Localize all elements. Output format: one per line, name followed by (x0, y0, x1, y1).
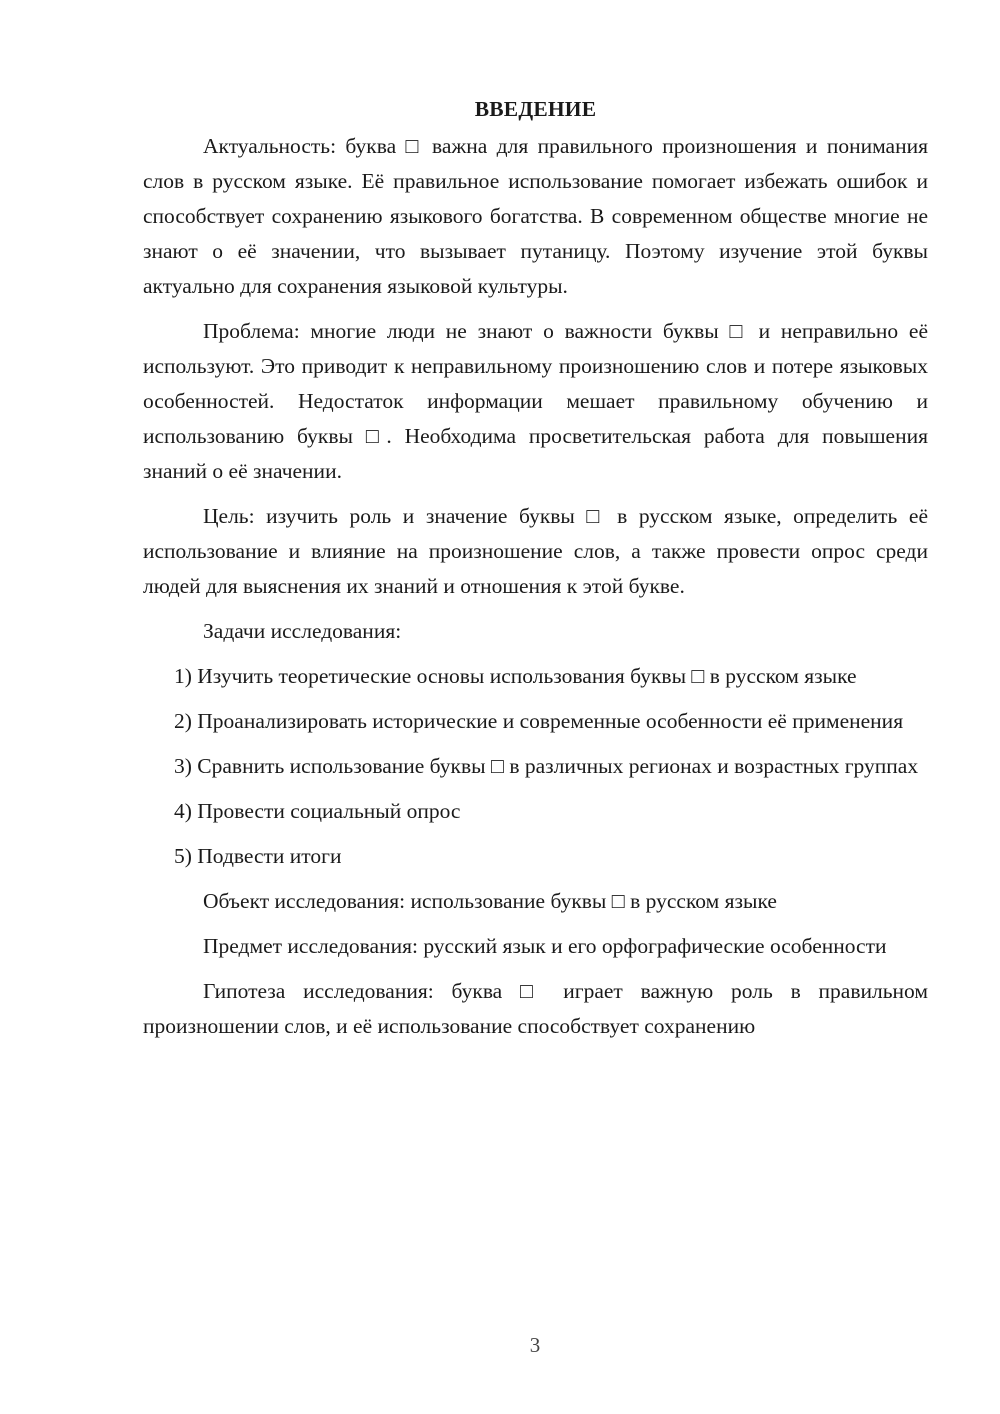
section-heading: ВВЕДЕНИЕ (474, 97, 597, 121)
tasks-title: Задачи исследования: (203, 619, 402, 643)
page-content (143, 92, 928, 1054)
task-item-2: 2) Проанализировать исторические и современные особенности её применения (174, 709, 904, 733)
goal-paragraph: Цель: изучить роль и значение буквы □ в русском языке, определить её использование и влияние на произношение слов, а также провести опрос среди людей для выяснения их знаний и отношения к этой букве. (143, 504, 928, 598)
relevance-paragraph: Актуальность: буква □ важна для правильного произношения и понимания слов в русском языке. Её правильное использование помогает избежать ошибок и способствует сохранению языкового богатства. В современном обществе многие не знают о её значении, что вызывает путаницу. Поэтому изучение этой буквы актуально для сохранения языковой культуры. (143, 134, 928, 298)
page-number: 3 (529, 1333, 541, 1357)
task-item-4: 4) Провести социальный опрос (174, 799, 461, 823)
task-item-5: 5) Подвести итоги (174, 844, 342, 868)
task-item-3: 3) Сравнить использование буквы □ в различных регионах и возрастных группах (174, 754, 919, 778)
subject-paragraph: Предмет исследования: русский язык и его орфографические особенности (203, 934, 887, 958)
hypothesis-paragraph: Гипотеза исследования: буква □ играет важную роль в правильном произношении слов, и её использование способствует сохранению (143, 979, 928, 1038)
object-paragraph: Объект исследования: использование буквы □ в русском языке (203, 889, 777, 913)
task-item-1: 1) Изучить теоретические основы использования буквы □ в русском языке (174, 664, 857, 688)
problem-paragraph: Проблема: многие люди не знают о важности буквы □ и неправильно её используют. Это приводит к неправильному произношению слов и потере языковых особенностей. Недостаток информации мешает правильному обучению и использованию буквы □. Необходима просветительская работа для повышения знаний о её значении. (143, 319, 928, 483)
